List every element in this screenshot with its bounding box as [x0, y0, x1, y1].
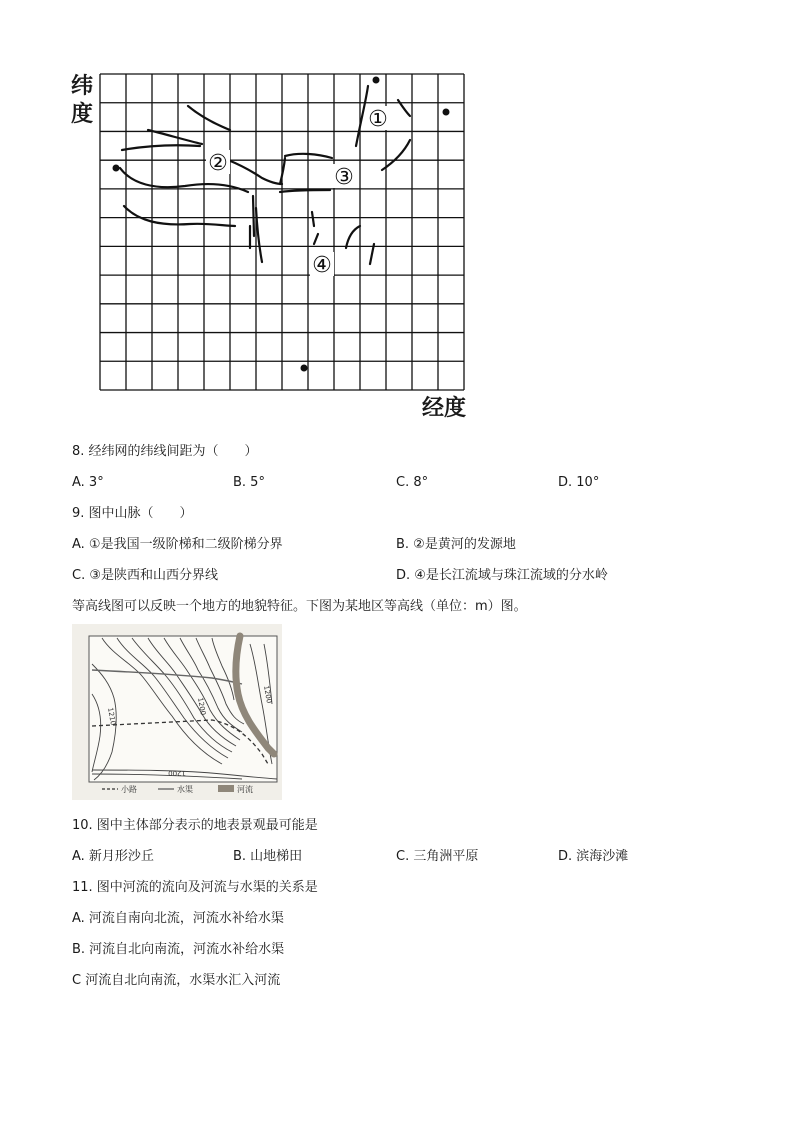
- question-10-stem: 10. 图中主体部分表示的地表景观最可能是: [72, 818, 318, 833]
- contour-map: [72, 624, 282, 800]
- q10-option-c: C. 三角洲平原: [396, 849, 479, 864]
- q9-option-d: D. ④是长江流域与珠江流域的分水岭: [396, 568, 608, 583]
- legend-path-label: 小路: [121, 785, 137, 794]
- latitude-axis-label-2: 度: [71, 102, 94, 127]
- q8-option-a: A. 3°: [72, 475, 104, 490]
- mountain-stroke: [280, 190, 330, 192]
- q8-option-b: B. 5°: [233, 475, 265, 490]
- mountain-stroke: [346, 226, 360, 248]
- contour-label: 1210: [106, 706, 118, 726]
- grid-map: [60, 66, 480, 406]
- q11-option-c: C 河流自北向南流，水渠水汇入河流: [72, 973, 281, 988]
- contour-figure: [72, 624, 282, 800]
- q10-option-a: A. 新月形沙丘: [72, 849, 154, 864]
- legend-river-label: 河流: [237, 785, 253, 794]
- dot-marker: [443, 109, 450, 116]
- mountain-stroke: [256, 208, 262, 262]
- longitude-axis-label: 经度: [422, 396, 467, 421]
- q10-option-b: B. 山地梯田: [233, 849, 303, 864]
- mountain-stroke: [122, 145, 200, 150]
- contour-label: 1200: [168, 769, 186, 777]
- contour-label: 1200: [262, 684, 274, 704]
- latitude-axis-label-1: 纬: [71, 74, 94, 99]
- question-8-stem: 8. 经纬网的纬线间距为（ ）: [72, 444, 258, 459]
- legend-canal-label: 水渠: [177, 785, 193, 794]
- q9-option-a: A. ①是我国一级阶梯和二级阶梯分界: [72, 537, 283, 552]
- mountain-stroke: [314, 234, 318, 244]
- grid-figure: [60, 66, 480, 426]
- q10-option-d: D. 滨海沙滩: [558, 849, 629, 864]
- mountain-stroke: [253, 196, 254, 236]
- mountain-stroke: [228, 160, 282, 184]
- dot-marker: [113, 165, 120, 172]
- marker-3: ③: [334, 165, 354, 190]
- contour-label: 1200: [196, 696, 208, 716]
- q8-option-d: D. 10°: [558, 475, 600, 490]
- contour-legend: [102, 784, 253, 794]
- marker-1: ①: [368, 107, 388, 132]
- dot-marker: [301, 365, 308, 372]
- contour-intro: 等高线图可以反映一个地方的地貌特征。下图为某地区等高线（单位：m）图。: [72, 599, 527, 614]
- mountain-stroke: [188, 106, 230, 130]
- question-9-stem: 9. 图中山脉（ ）: [72, 506, 193, 521]
- mountain-stroke: [124, 206, 235, 226]
- q8-option-c: C. 8°: [396, 475, 429, 490]
- marker-2: ②: [208, 151, 228, 176]
- question-11-stem: 11. 图中河流的流向及河流与水渠的关系是: [72, 880, 318, 895]
- q11-option-a: A. 河流自南向北流，河流水补给水渠: [72, 911, 284, 926]
- dot-marker: [373, 77, 380, 84]
- mountain-stroke: [312, 212, 314, 226]
- q11-option-b: B. 河流自北向南流，河流水补给水渠: [72, 942, 285, 957]
- q9-option-b: B. ②是黄河的发源地: [396, 537, 516, 552]
- q9-option-c: C. ③是陕西和山西分界线: [72, 568, 218, 583]
- marker-4: ④: [312, 253, 332, 278]
